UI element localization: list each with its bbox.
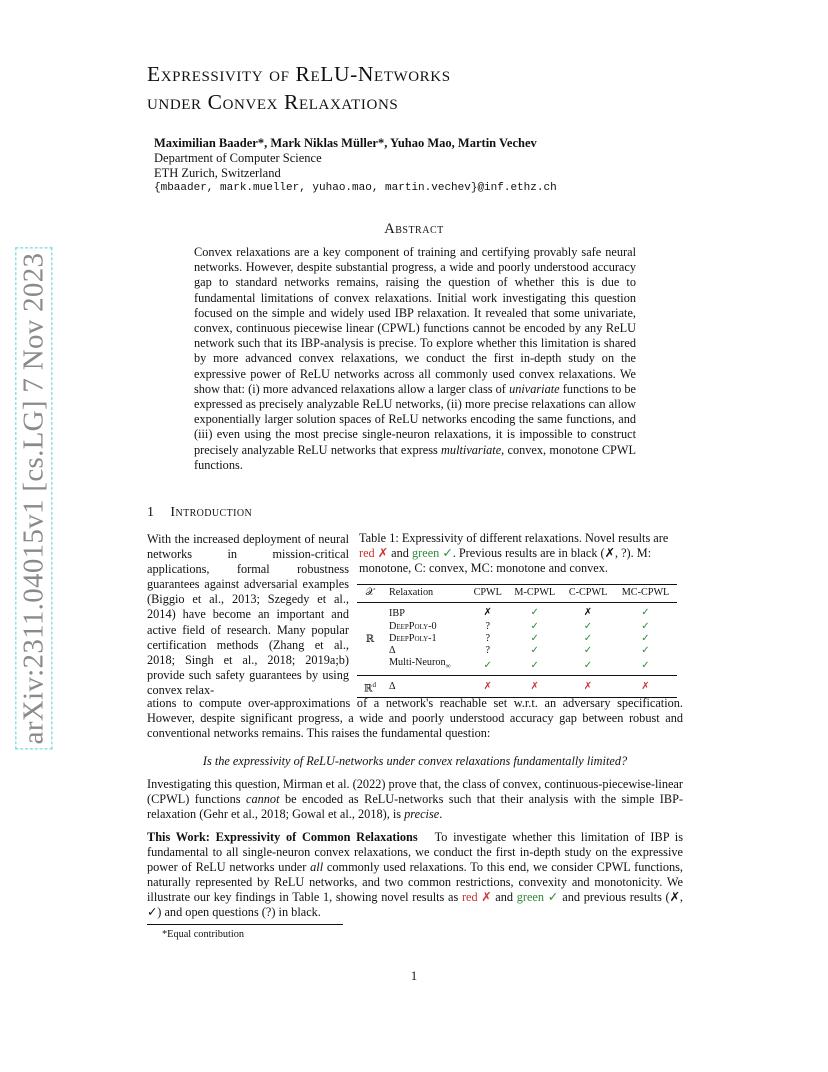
abstract-emphasis: multivariate <box>441 442 502 457</box>
table-cell: ✓ <box>530 660 540 672</box>
table-row <box>357 603 677 622</box>
table-cell: ✓ <box>641 660 650 672</box>
table-cell: ✗ <box>614 676 677 698</box>
table-row <box>357 645 677 657</box>
intro-paragraph-3: This Work: Expressivity of Common Relaxations To investigate whether this limitation of IBP is fundamental to all single-neuron convex relaxations, we conduct the first in-depth study on the expressive power of ReLU networks under all commonly used relaxations. To this end, we consider CPWL functions, naturally represented by ReLU networks, and two common restrictions, convexity and monotonicity. We illustrate our key findings in Table 1, showing novel results as red ✗ and green ✓ and previous results (✗, ✓) and open questions (?) in black. <box>147 830 687 920</box>
title-line-2: under Convex Relaxations <box>147 90 399 114</box>
expressivity-table <box>357 584 677 698</box>
table-cell: ✓ <box>583 660 593 672</box>
relaxation-name: Δ <box>389 645 396 656</box>
table-cell: ✗ <box>583 606 593 618</box>
table-row <box>357 621 677 633</box>
novel-green-mark: green ✓ <box>516 890 559 905</box>
section-title: Introduction <box>170 505 253 520</box>
abstract-heading: Abstract <box>384 221 444 237</box>
table-header: CPWL <box>468 585 507 603</box>
section-number: 1 <box>147 505 155 520</box>
table-cell: ✓ <box>641 606 650 618</box>
caption-red-mark: red ✗ <box>359 546 389 561</box>
table-row <box>357 676 677 698</box>
table-cell: ✓ <box>530 633 540 644</box>
table-header-row <box>357 585 677 603</box>
intro-paragraph-continued: ations to compute over-approximations of a network's reachable set w.r.t. an adversary specification. However, despite significant progress, a wide and poorly understood accuracy gap between robust and conventional networks remains. This raises the fundamental question: <box>147 696 683 741</box>
author-emails: {mbaader, mark.mueller, yuhao.mao, martin.vechev}@inf.ethz.ch <box>154 182 557 194</box>
table-cell: ✓ <box>483 660 492 672</box>
relaxation-name: Δ <box>383 676 468 698</box>
table-cell: ✓ <box>641 633 650 644</box>
table-cell: ✓ <box>583 621 593 632</box>
table-header: M-CPWL <box>507 585 562 603</box>
relaxation-name: IBP <box>389 608 405 619</box>
page-number: 1 <box>410 969 418 983</box>
table-cell: ✗ <box>562 676 614 698</box>
table-cell: ✓ <box>583 633 593 644</box>
footnote: *Equal contribution <box>162 929 245 940</box>
table-cell: ? <box>485 621 490 632</box>
table-cell: ✗ <box>483 606 492 618</box>
intro-paragraph-2: Investigating this question, Mirman et al. (2022) prove that, the class of convex, continuous-piecewise-linear (CPWL) functions cannot be encoded as ReLU-networks such that their analysis with the simple IBP-relaxation (Gehr et al., 2018; Gowal et al., 2018), is precise. <box>147 777 683 822</box>
title-line-1: Expressivity of ReLU-Networks <box>147 62 451 86</box>
footnote-rule <box>147 924 343 925</box>
table-cell: ✓ <box>583 645 593 656</box>
domain-r: ℝ <box>365 633 375 645</box>
table-header: 𝒳 <box>357 585 383 603</box>
novel-red-mark: red ✗ <box>461 890 492 905</box>
table-header: Relaxation <box>383 585 468 603</box>
table-cell: ? <box>485 645 490 656</box>
intro-paragraph-left: With the increased deployment of neural networks in mission-critical applications, formal robustness guarantees against adversarial examples (Biggio et al., 2013; Szegedy et al., 2014) have become an important and active field of research. Many popular certification methods (Zhang et al., 2018; Singh et al., 2018; 2019a;b) provide such safety guarantees by using convex relax- <box>147 532 349 697</box>
table-cell: ✓ <box>641 645 650 656</box>
relaxation-name: DeepPoly-0 <box>389 621 437 632</box>
affiliation-institution: ETH Zurich, Switzerland <box>154 166 281 180</box>
table-cell: ✓ <box>530 621 540 632</box>
table-caption: Table 1: Expressivity of different relaxations. Novel results are red ✗ and green ✓. Previous results are in black (✗, ?). M: monotone, C: convex, MC: monotone and convex. <box>359 531 669 576</box>
table-cell: ✗ <box>468 676 507 698</box>
caption-green-mark: green ✓ <box>412 546 453 561</box>
table-row <box>357 657 677 676</box>
affiliation-dept: Department of Computer Science <box>154 151 322 165</box>
research-question: Is the expressivity of ReLU-networks under convex relaxations fundamentally limited? <box>202 754 628 768</box>
relaxation-name: Multi-Neuron$_\infty$ <box>389 657 451 671</box>
table-header: MC-CPWL <box>614 585 677 603</box>
table-cell: ✗ <box>507 676 562 698</box>
table-cell: ✓ <box>641 621 650 632</box>
table-header: C-CPWL <box>562 585 614 603</box>
arxiv-id: arXiv:2311.04015v1 [cs.LG] 7 Nov 2023 <box>18 249 51 747</box>
abstract-emphasis: univariate <box>509 381 560 396</box>
table-cell: ✓ <box>530 645 540 656</box>
relaxation-name: DeepPoly-1 <box>389 633 437 644</box>
author-list: Maximilian Baader*, Mark Niklas Müller*, Yuhao Mao, Martin Vechev <box>154 136 537 150</box>
section-heading <box>147 505 252 521</box>
arxiv-stamp <box>17 252 50 744</box>
domain-rd: ℝ$^d$ <box>357 676 383 698</box>
abstract-text: Convex relaxations are a key component of training and certifying provably safe neural networks. However, despite substantial progress, a wide and poorly understood accuracy gap to standard networks remains, raising the question of whether this is due to fundamental limitations of convex relaxations. Initial work investigating this question focused on the simple and widely used IBP relaxation. It revealed that some univariate, convex, continuous piecewise linear (CPWL) functions cannot be encoded by any ReLU network such that its IBP-analysis is precise. To explore whether this limitation is shared by more advanced convex relaxations, we conduct the first in-depth study on the expressive power of ReLU networks across all commonly used convex relaxations. We show that: (i) more advanced relaxations allow a larger class of univariate functions to be expressed as precisely analyzable ReLU networks, (ii) more precise relaxations can allow exponentially larger solution spaces of ReLU networks encoding the same functions, and (iii) even using the most precise single-neuron relaxations, it is impossible to construct precisely analyzable ReLU networks that express multivariate, convex, monotone CPWL functions. <box>194 245 636 472</box>
paragraph-heading: This Work: Expressivity of Common Relaxations <box>147 830 418 844</box>
table-row <box>357 633 677 645</box>
table-cell: ✓ <box>530 606 540 618</box>
table-cell: ? <box>485 633 490 644</box>
paper-title <box>147 60 451 116</box>
